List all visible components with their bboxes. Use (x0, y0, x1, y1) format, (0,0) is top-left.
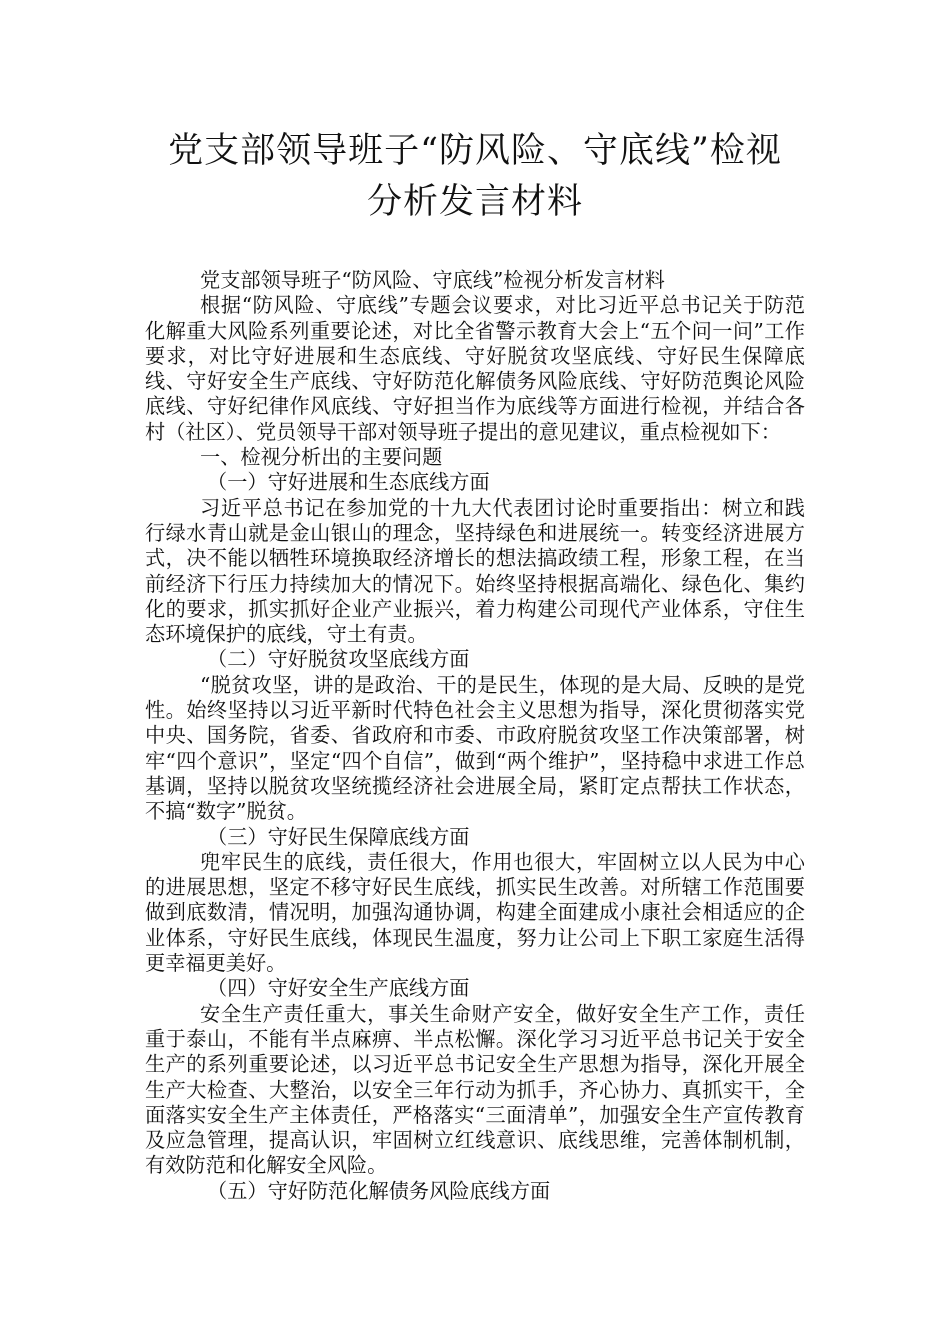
body-paragraph-4: 安全生产责任重大，事关生命财产安全，做好安全生产工作，责任重于泰山，不能有半点麻痹、半点松懈。深化学习习近平总书记关于安全生产的系列重要论述，以习近平总书记安全生产思想为指导，深化开展全生产大检查、大整治，以安全三年行动为抓手，齐心协力、真抓实干，全面落实安全生产主体责任，严格落实“三面清单”，加强安全生产宣传教育及应急管理，提高认识，牢固树立红线意识、底线思维，完善体制机制，有效防范和化解安全风险。 (145, 1001, 805, 1178)
document-title-line-2: 分析发言材料 (366, 182, 583, 222)
subsection-heading-3: （三）守好民生保障底线方面 (207, 824, 470, 849)
body-subtitle: 党支部领导班子“防风险、守底线”检视分析发言材料 (200, 268, 665, 292)
subsection-heading-5: （五）守好防范化解债务风险底线方面 (207, 1178, 551, 1203)
subsection-heading-2: （二）守好脱贫攻坚底线方面 (207, 647, 470, 672)
document-body (145, 268, 805, 1204)
body-paragraph-1: 习近平总书记在参加党的十九大代表团讨论时重要指出：树立和践行绿水青山就是金山银山的理念，坚持绿色和进展统一。转变经济进展方式，决不能以牺牲环境换取经济增长的想法搞政绩工程，形象工程，在当前经济下行压力持续加大的情况下。始终坚持根据高端化、绿色化、集约化的要求，抓实抓好企业产业振兴，着力构建公司现代产业体系，守住生态环境保护的底线，守土有责。 (145, 495, 805, 647)
body-paragraph-3: 兜牢民生的底线，责任很大，作用也很大，牢固树立以人民为中心的进展思想，坚定不移守好民生底线，抓实民生改善。对所辖工作范围要做到底数清，情况明，加强沟通协调，构建全面建成小康社会相适应的企业体系，守好民生底线，体现民生温度，努力让公司上下职工家庭生活得更幸福更美好。 (145, 849, 805, 976)
subsection-heading-4: （四）守好安全生产底线方面 (207, 976, 470, 1001)
intro-paragraph: 根据“防风险、守底线”专题会议要求，对比习近平总书记关于防范化解重大风险系列重要论述，对比全省警示教育大会上“五个问一问”工作要求，对比守好进展和生态底线、守好脱贫攻坚底线、守好民生保障底线、守好安全生产底线、守好防范化解债务风险底线、守好防范舆论风险底线、守好纪律作风底线、守好担当作为底线等方面进行检视，并结合各村（社区）、党员领导干部对领导班子提出的意见建议，重点检视如下： (145, 293, 805, 444)
subsection-heading-1: （一）守好进展和生态底线方面 (207, 470, 490, 495)
document-title-line-1: 党支部领导班子“防风险、守底线”检视 (168, 131, 782, 171)
section-heading: 一、检视分析出的主要问题 (200, 445, 443, 470)
body-paragraph-2: “脱贫攻坚，讲的是政治、干的是民生，体现的是大局、反映的是党性。始终坚持以习近平新时代特色社会主义思想为指导，深化贯彻落实党中央、国务院，省委、省政府和市委、市政府脱贫攻坚工作决策部署，树牢“四个意识”，坚定“四个自信”，做到“两个维护”，坚持稳中求进工作总基调，坚持以脱贫攻坚统揽经济社会进展全局，紧盯定点帮扶工作状态，不搞“数字”脱贫。 (145, 672, 805, 824)
